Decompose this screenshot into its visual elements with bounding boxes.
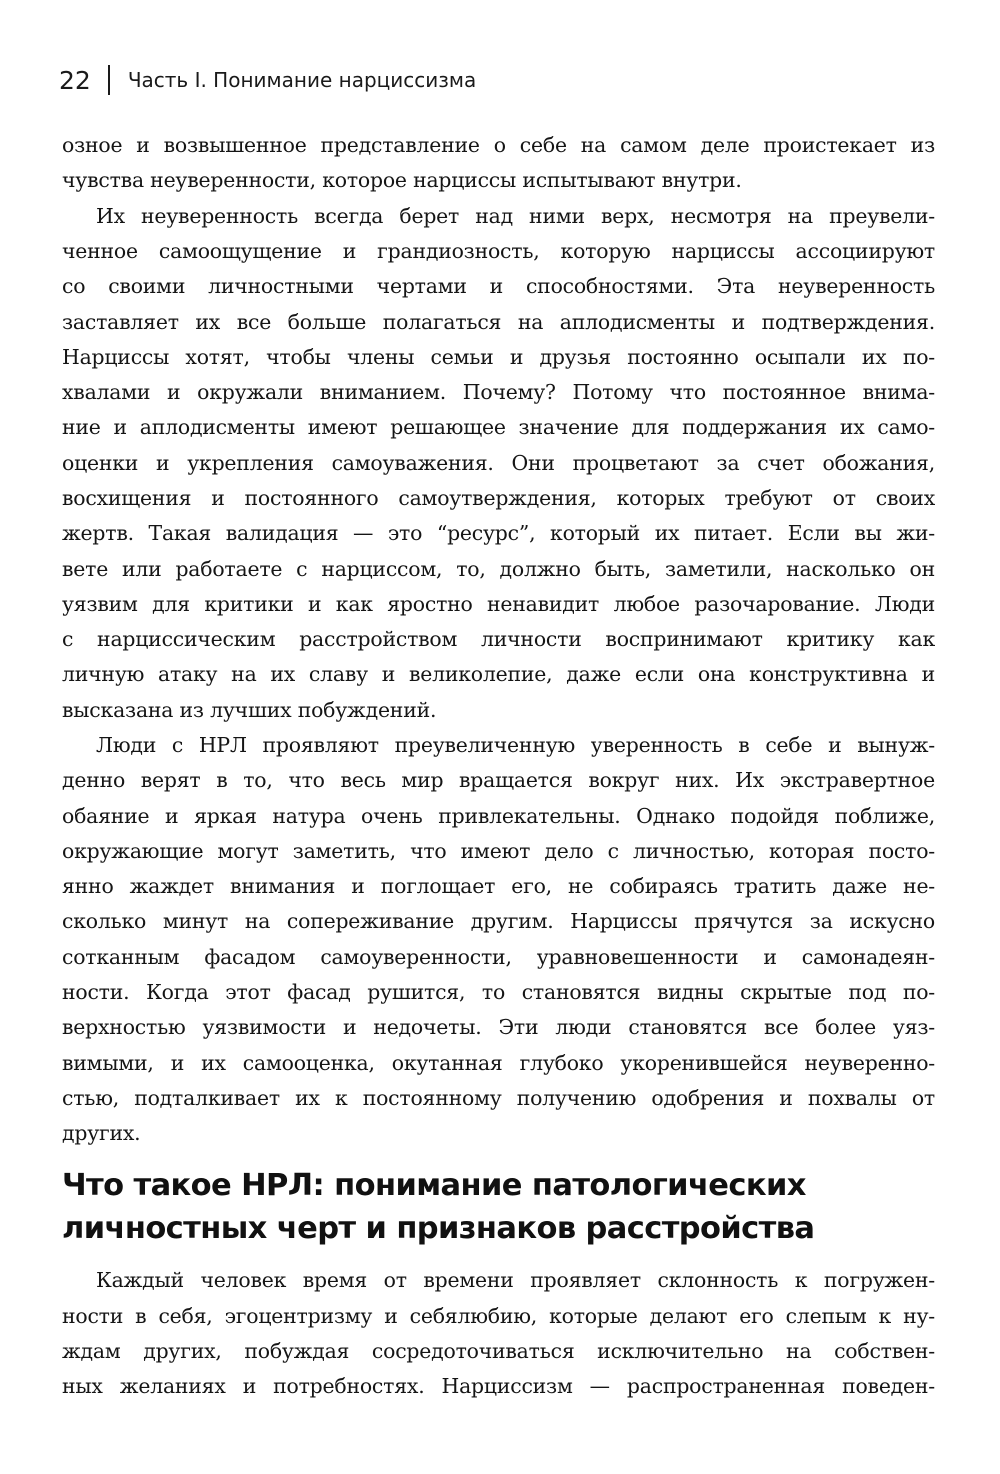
text-line: хвалами и окружали вниманием. Почему? Потому что постоянное внима- [62,380,935,404]
text-line: оценки и укрепления самоуважения. Они процветают за счет обожания, [62,451,935,475]
text-line: других. [62,1121,141,1145]
text-line: восхищения и постоянного самоутверждения, которых требуют от своих [62,486,935,510]
text-line: вимыми, и их самооценка, окутанная глубоко укоренившейся неуверенно- [62,1051,935,1075]
page-number: 22 [59,65,91,95]
text-line: ние и аплодисменты имеют решающее значение для поддержания их само- [62,415,935,439]
text-line: ждам других, побуждая сосредоточиваться исключительно на собствен- [62,1339,935,1363]
text-line: ности. Когда этот фасад рушится, то становятся видны скрытые под по- [62,980,935,1004]
running-title: Часть I. Понимание нарциссизма [127,68,477,92]
text-line: с нарциссическим расстройством личности воспринимают критику как [62,627,935,651]
text-line: ных желаниях и потребностях. Нарциссизм — распространенная поведен- [62,1374,935,1398]
running-header [59,60,476,100]
text-line: ности в себя, эгоцентризму и себялюбию, которые делают его слепым к ну- [62,1304,935,1328]
text-line: Каждый человек время от времени проявляет склонность к погружен- [96,1268,935,1292]
text-line: Люди с НРЛ проявляют преувеличенную уверенность в себе и вынуж- [96,733,935,757]
text-line: уязвим для критики и как яростно ненавидит любое разочарование. Люди [62,592,935,616]
section-heading-line-2: личностных черт и признаков расстройства [62,1211,815,1246]
text-line: озное и возвышенное представление о себе на самом деле проистекает из [62,133,935,157]
text-line: окружающие могут заметить, что имеют дело с личностью, которая посто- [62,839,935,863]
header-divider [108,65,110,95]
text-line: жертв. Такая валидация — это “ресурс”, который их питает. Если вы жи- [62,521,935,545]
text-line: обаяние и яркая натура очень привлекательны. Однако подойдя поближе, [62,804,935,828]
section-heading-line-1: Что такое НРЛ: понимание патологических [62,1168,806,1203]
text-line: стью, подталкивает их к постоянному получению одобрения и похвалы от [62,1086,935,1110]
text-line: денно верят в то, что весь мир вращается вокруг них. Их экстравертное [62,768,935,792]
text-line: личную атаку на их славу и великолепие, даже если она конструктивна и [62,662,935,686]
text-line: ченное самоощущение и грандиозность, которую нарциссы ассоциируют [62,239,935,263]
text-line: Их неуверенность всегда берет над ними верх, несмотря на преувели- [96,204,935,228]
text-line: Нарциссы хотят, чтобы члены семьи и друзья постоянно осыпали их по- [62,345,935,369]
text-line: со своими личностными чертами и способностями. Эта неуверенность [62,274,935,298]
text-line: высказана из лучших побуждений. [62,698,437,722]
text-line: сколько минут на сопереживание другим. Нарциссы прячутся за искусно [62,909,935,933]
text-line: чувства неуверенности, которое нарциссы испытывают внутри. [62,168,742,192]
text-line: янно жаждет внимания и поглощает его, не собираясь тратить даже не- [62,874,935,898]
text-line: верхностью уязвимости и недочеты. Эти люди становятся все более уяз- [62,1015,935,1039]
text-line: заставляет их все больше полагаться на аплодисменты и подтверждения. [62,310,935,334]
text-line: сотканным фасадом самоуверенности, уравновешенности и самонадеян- [62,945,935,969]
text-line: вете или работаете с нарциссом, то, должно быть, заметили, насколько он [62,557,935,581]
